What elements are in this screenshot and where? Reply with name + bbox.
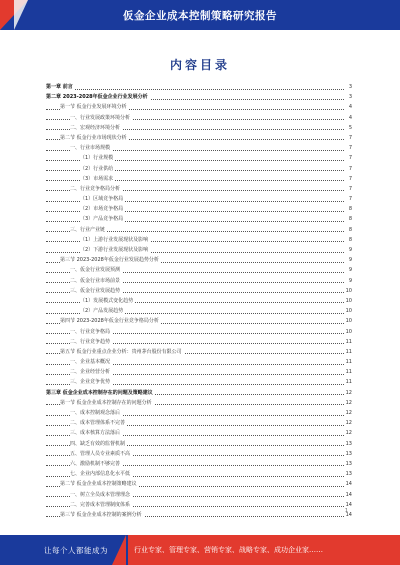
toc-entry-label: （2）行业供给 bbox=[80, 164, 115, 174]
toc-entry[interactable] bbox=[46, 92, 352, 102]
toc-entry[interactable] bbox=[46, 479, 352, 489]
toc-entry-page: 9 bbox=[347, 255, 352, 265]
toc-entry[interactable] bbox=[46, 214, 352, 224]
toc-entry-label: 第三节 2023-2028年仮金行业发展趋势分析 bbox=[60, 255, 161, 265]
toc-entry-label: 二、行业竞争趋势 bbox=[70, 337, 112, 347]
toc-entry-page: 8 bbox=[347, 235, 352, 245]
toc-entry-label: 二、行业竞争格局分析 bbox=[70, 184, 122, 194]
toc-entry-label: （1）发展模式变化趋势 bbox=[80, 296, 135, 306]
toc-entry-label: 五、管理人员专业素质不高 bbox=[70, 449, 132, 459]
toc-entry-page: 13 bbox=[344, 449, 352, 459]
toc-entry-label: （2）产品发展趋势 bbox=[80, 306, 125, 316]
footer-slogan-right: 行业专家、管理专家、营销专家、战略专家、成功企业家…… bbox=[134, 546, 323, 554]
page-number: 1 bbox=[344, 508, 348, 514]
toc-entry-label: 一、行业发展政策环境分析 bbox=[70, 113, 132, 123]
toc-entry-page: 4 bbox=[347, 102, 352, 112]
toc-entry[interactable] bbox=[46, 82, 352, 92]
footer-red-wedge bbox=[112, 535, 126, 565]
toc-entry-page: 13 bbox=[344, 459, 352, 469]
toc-entry[interactable] bbox=[46, 184, 352, 194]
toc-entry-page: 10 bbox=[344, 296, 352, 306]
table-of-contents bbox=[46, 82, 352, 520]
toc-entry-label: 一、行业市场规模 bbox=[70, 143, 112, 153]
toc-entry[interactable] bbox=[46, 235, 352, 245]
toc-entry-label: 一、成本控制观念落后 bbox=[70, 408, 122, 418]
report-title: 仮金企业成本控制策略研究报告 bbox=[123, 10, 277, 22]
toc-entry[interactable] bbox=[46, 306, 352, 316]
toc-entry-page: 7 bbox=[347, 143, 352, 153]
toc-entry-page: 14 bbox=[344, 479, 352, 489]
toc-entry-page: 9 bbox=[347, 276, 352, 286]
toc-entry[interactable] bbox=[46, 418, 352, 428]
toc-entry-label: 第二节 仮金行业市场现状分析 bbox=[60, 133, 129, 143]
toc-entry-label: （2）下游行业发展现状及影响 bbox=[80, 245, 150, 255]
toc-entry[interactable] bbox=[46, 500, 352, 510]
header-banner bbox=[0, 0, 400, 30]
toc-entry-label: 三、仮金行业发展趋势 bbox=[70, 286, 122, 296]
footer-red-band bbox=[128, 535, 400, 565]
toc-entry[interactable] bbox=[46, 469, 352, 479]
toc-entry-label: 二、完善成本管理制度体系 bbox=[70, 500, 132, 510]
toc-entry-page: 12 bbox=[344, 398, 352, 408]
toc-entry-label: 二、企业经营分析 bbox=[70, 367, 112, 377]
toc-entry-page: 10 bbox=[344, 306, 352, 316]
toc-entry[interactable] bbox=[46, 337, 352, 347]
toc-entry-label: （3）市场需求 bbox=[80, 174, 115, 184]
toc-entry[interactable] bbox=[46, 113, 352, 123]
toc-entry-label: （1）上游行业发展现状及影响 bbox=[80, 235, 150, 245]
toc-entry[interactable] bbox=[46, 204, 352, 214]
toc-entry-page: 11 bbox=[344, 357, 352, 367]
toc-entry-label: 二、仮金行业市场前景 bbox=[70, 276, 122, 286]
toc-entry-label: 第一章 前言 bbox=[46, 82, 75, 92]
toc-entry-page: 7 bbox=[347, 174, 352, 184]
toc-entry-label: 第三章 仮金企业成本控制存在的问题及策略建议 bbox=[46, 388, 155, 398]
toc-entry[interactable] bbox=[46, 123, 352, 133]
toc-entry-label: （2）市场竞争格局 bbox=[80, 204, 125, 214]
toc-entry-page: 9 bbox=[347, 265, 352, 275]
toc-entry[interactable] bbox=[46, 265, 352, 275]
toc-entry-label: 六、激励机制不够完善 bbox=[70, 459, 122, 469]
toc-entry-page: 11 bbox=[344, 377, 352, 387]
footer-banner bbox=[0, 535, 400, 565]
toc-entry[interactable] bbox=[46, 245, 352, 255]
toc-entry[interactable] bbox=[46, 296, 352, 306]
toc-entry-label: 第五节 仮金行业重点企业分析：贵州茅台股份有限公司 bbox=[60, 347, 184, 357]
toc-entry-page: 8 bbox=[347, 204, 352, 214]
toc-entry-page: 10 bbox=[344, 316, 352, 326]
toc-entry-page: 7 bbox=[347, 194, 352, 204]
toc-entry-label: 七、企业内部信息化水平低 bbox=[70, 469, 132, 479]
toc-entry-page: 8 bbox=[347, 225, 352, 235]
toc-entry[interactable] bbox=[46, 164, 352, 174]
toc-entry-page: 7 bbox=[347, 184, 352, 194]
toc-entry[interactable] bbox=[46, 388, 352, 398]
toc-entry[interactable] bbox=[46, 225, 352, 235]
toc-entry-label: 一、树立全员成本管理理念 bbox=[70, 490, 132, 500]
toc-entry-page: 11 bbox=[344, 367, 352, 377]
toc-entry[interactable] bbox=[46, 490, 352, 500]
toc-entry-page: 3 bbox=[347, 92, 352, 102]
toc-entry-page: 5 bbox=[347, 123, 352, 133]
toc-entry-label: 第二章 2023-2028年仮金企业行业发展分析 bbox=[46, 92, 150, 102]
toc-entry[interactable] bbox=[46, 439, 352, 449]
toc-entry-page: 8 bbox=[347, 214, 352, 224]
toc-entry-label: 一、仮金行业发展预测 bbox=[70, 265, 122, 275]
toc-entry-label: 四、缺乏有效的监督机制 bbox=[70, 439, 127, 449]
toc-entry-page: 4 bbox=[347, 113, 352, 123]
toc-entry-label: 第二节 仮金企业成本控制策略建议 bbox=[60, 479, 139, 489]
toc-entry-label: （3）产品竞争格局 bbox=[80, 214, 125, 224]
toc-entry-page: 13 bbox=[344, 439, 352, 449]
toc-entry-page: 11 bbox=[344, 337, 352, 347]
toc-entry[interactable] bbox=[46, 316, 352, 326]
toc-entry-label: 三、企业竞争优势 bbox=[70, 377, 112, 387]
toc-entry-page: 14 bbox=[344, 510, 352, 520]
toc-entry-label: （1）区域竞争格局 bbox=[80, 194, 125, 204]
toc-entry-label: 第三节 仮金企业成本控制的案例分析 bbox=[60, 510, 144, 520]
toc-heading: 内容目录 bbox=[169, 58, 230, 72]
toc-entry-label: 三、成本核算方法落后 bbox=[70, 428, 122, 438]
toc-entry-page: 12 bbox=[344, 388, 352, 398]
toc-entry-label: 二、宏观经济环境分析 bbox=[70, 123, 122, 133]
toc-entry[interactable] bbox=[46, 398, 352, 408]
toc-entry[interactable] bbox=[46, 174, 352, 184]
toc-entry[interactable] bbox=[46, 286, 352, 296]
toc-entry-page: 11 bbox=[344, 347, 352, 357]
toc-entry[interactable] bbox=[46, 367, 352, 377]
toc-entry[interactable] bbox=[46, 102, 352, 112]
toc-entry[interactable] bbox=[46, 153, 352, 163]
toc-entry-page: 7 bbox=[347, 133, 352, 143]
toc-leader-dots bbox=[46, 89, 344, 90]
toc-entry-page: 7 bbox=[347, 164, 352, 174]
toc-entry-page: 9 bbox=[347, 245, 352, 255]
toc-entry[interactable] bbox=[46, 357, 352, 367]
toc-entry-page: 12 bbox=[344, 418, 352, 428]
toc-entry-label: 第一节 仮金行业发展环境分析 bbox=[60, 102, 129, 112]
toc-entry[interactable] bbox=[46, 459, 352, 469]
toc-entry-page: 13 bbox=[344, 469, 352, 479]
toc-entry[interactable] bbox=[46, 377, 352, 387]
toc-entry[interactable] bbox=[46, 276, 352, 286]
toc-entry-page: 10 bbox=[344, 327, 352, 337]
toc-entry-label: 第一节 仮金企业成本控制存在的问题分析 bbox=[60, 398, 154, 408]
toc-entry[interactable] bbox=[46, 347, 352, 357]
toc-entry-label: 二、成本管理体系不完善 bbox=[70, 418, 127, 428]
toc-entry-page: 12 bbox=[344, 408, 352, 418]
toc-entry[interactable] bbox=[46, 143, 352, 153]
toc-entry[interactable] bbox=[46, 133, 352, 143]
toc-entry[interactable] bbox=[46, 510, 352, 520]
toc-entry-label: （1）行业规模 bbox=[80, 153, 115, 163]
toc-entry[interactable] bbox=[46, 255, 352, 265]
toc-entry-page: 14 bbox=[344, 490, 352, 500]
toc-entry-page: 10 bbox=[344, 286, 352, 296]
toc-entry-label: 一、企业基本概况 bbox=[70, 357, 112, 367]
toc-entry[interactable] bbox=[46, 408, 352, 418]
toc-entry-page: 3 bbox=[347, 82, 352, 92]
toc-entry-label: 一、行业竞争格局 bbox=[70, 327, 112, 337]
toc-entry-page: 7 bbox=[347, 153, 352, 163]
toc-entry[interactable] bbox=[46, 428, 352, 438]
toc-entry[interactable] bbox=[46, 194, 352, 204]
toc-entry-label: 第四节 2023-2028年仮金行业竞争格局分析 bbox=[60, 316, 161, 326]
toc-entry-page: 14 bbox=[344, 500, 352, 510]
toc-entry-label: 三、行业产业链 bbox=[70, 225, 107, 235]
toc-entry-page: 12 bbox=[344, 428, 352, 438]
footer-slogan-left: 让每个人都能成为 bbox=[44, 546, 108, 555]
toc-entry[interactable] bbox=[46, 449, 352, 459]
toc-entry[interactable] bbox=[46, 327, 352, 337]
